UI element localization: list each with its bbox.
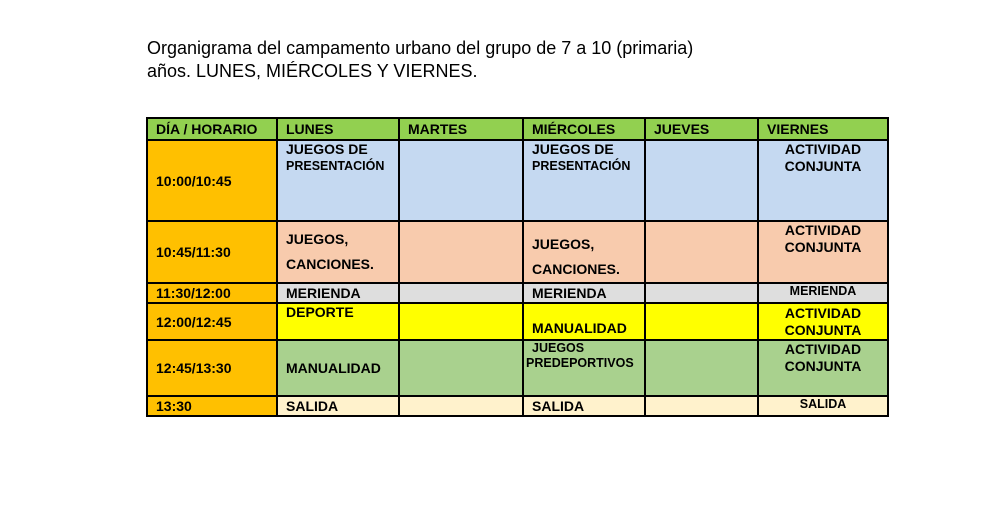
cell-martes bbox=[399, 340, 523, 396]
cell-miercoles: MANUALIDAD bbox=[523, 303, 645, 340]
header-lunes: LUNES bbox=[277, 118, 399, 140]
cell-martes bbox=[399, 303, 523, 340]
cell-jueves bbox=[645, 396, 758, 416]
cell-lunes bbox=[277, 140, 399, 221]
table-row bbox=[147, 340, 888, 396]
cell-jueves bbox=[645, 340, 758, 396]
time-cell: 10:45/11:30 bbox=[147, 221, 277, 283]
cell-miercoles: MERIENDA bbox=[523, 283, 645, 303]
cell-text: ACTIVIDAD bbox=[784, 341, 862, 357]
header-dia-horario: DÍA / HORARIO bbox=[147, 118, 277, 140]
cell-viernes bbox=[758, 303, 888, 340]
cell-text: ACTIVIDAD bbox=[784, 304, 862, 321]
cell-text: JUEGOS DE bbox=[532, 141, 614, 157]
cell-lunes: DEPORTE bbox=[277, 303, 399, 340]
cell-miercoles bbox=[523, 140, 645, 221]
cell-text: JUEGOS DE bbox=[286, 141, 368, 157]
cell-text: JUEGOS bbox=[532, 341, 585, 355]
cell-text: CANCIONES. bbox=[286, 256, 374, 272]
cell-jueves bbox=[645, 283, 758, 303]
cell-miercoles bbox=[523, 340, 645, 396]
header-viernes: VIERNES bbox=[758, 118, 888, 140]
header-miercoles: MIÉRCOLES bbox=[523, 118, 645, 140]
cell-lunes: MANUALIDAD bbox=[277, 340, 399, 396]
cell-lunes: SALIDA bbox=[277, 396, 399, 416]
table-row bbox=[147, 396, 888, 416]
cell-lunes: MERIENDA bbox=[277, 283, 399, 303]
time-cell: 11:30/12:00 bbox=[147, 283, 277, 303]
cell-text: PRESENTACIÓN bbox=[286, 159, 385, 173]
cell-miercoles bbox=[523, 221, 645, 283]
header-martes: MARTES bbox=[399, 118, 523, 140]
cell-jueves bbox=[645, 140, 758, 221]
table-row bbox=[147, 140, 888, 221]
cell-jueves bbox=[645, 303, 758, 340]
cell-text: ACTIVIDAD bbox=[784, 141, 862, 157]
table-row bbox=[147, 303, 888, 340]
header-jueves: JUEVES bbox=[645, 118, 758, 140]
cell-viernes bbox=[758, 140, 888, 221]
cell-text: CONJUNTA bbox=[784, 239, 862, 255]
table-row bbox=[147, 283, 888, 303]
cell-viernes: SALIDA bbox=[758, 396, 888, 416]
time-cell: 12:45/13:30 bbox=[147, 340, 277, 396]
cell-text: PRESENTACIÓN bbox=[532, 159, 631, 173]
cell-viernes bbox=[758, 340, 888, 396]
time-cell: 10:00/10:45 bbox=[147, 140, 277, 221]
cell-martes bbox=[399, 221, 523, 283]
cell-martes bbox=[399, 283, 523, 303]
cell-text: JUEGOS, bbox=[286, 231, 349, 247]
cell-text: PREDEPORTIVOS bbox=[526, 356, 634, 370]
cell-text: ACTIVIDAD bbox=[784, 222, 862, 238]
title-line-2: años. LUNES, MIÉRCOLES Y VIERNES. bbox=[147, 61, 478, 81]
cell-martes bbox=[399, 140, 523, 221]
cell-text: JUEGOS, bbox=[532, 236, 595, 252]
cell-jueves bbox=[645, 221, 758, 283]
document-title bbox=[147, 37, 847, 83]
cell-lunes bbox=[277, 221, 399, 283]
cell-martes bbox=[399, 396, 523, 416]
schedule-table bbox=[146, 117, 889, 417]
header-row bbox=[147, 118, 888, 140]
time-cell: 13:30 bbox=[147, 396, 277, 416]
cell-viernes: MERIENDA bbox=[758, 283, 888, 303]
cell-text: CANCIONES. bbox=[532, 261, 620, 277]
table-row bbox=[147, 221, 888, 283]
cell-miercoles: SALIDA bbox=[523, 396, 645, 416]
cell-viernes bbox=[758, 221, 888, 283]
time-cell: 12:00/12:45 bbox=[147, 303, 277, 340]
title-line-1: Organigrama del campamento urbano del grupo de 7 a 10 (primaria) bbox=[147, 38, 694, 58]
cell-text: CONJUNTA bbox=[784, 158, 862, 174]
cell-text: CONJUNTA bbox=[784, 321, 862, 338]
cell-text: CONJUNTA bbox=[784, 358, 862, 374]
